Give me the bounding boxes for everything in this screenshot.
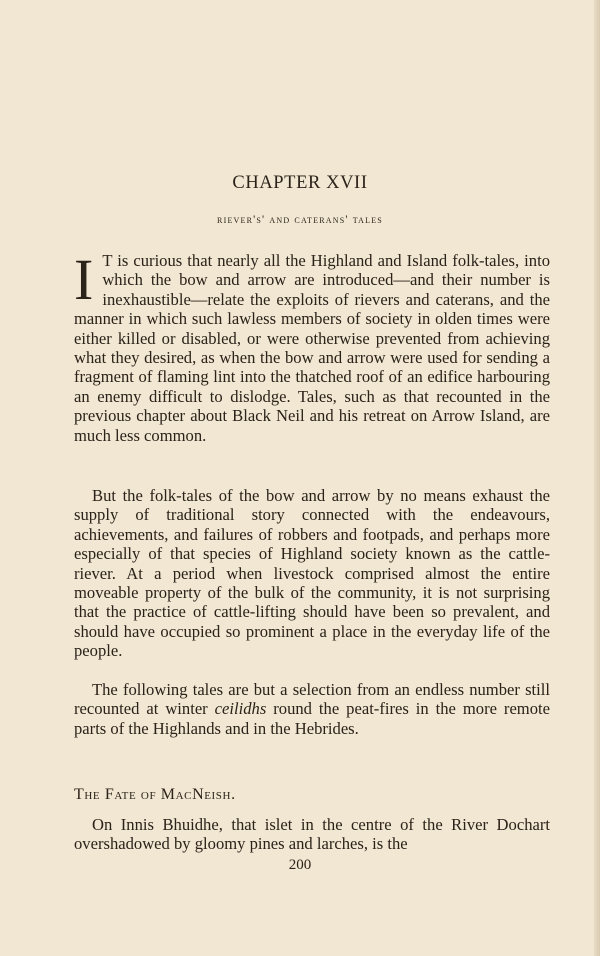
paragraph-1-text: T is curious that nearly all the Highland and Island folk-tales, into which the bow and arrow are introduced—and their number is inexhaustible—relate the exploits of rievers and caterans, and the manner in which such lawless members of society in olden times were either killed or disabled, or were otherwise prevented from achieving what they desired, as when the bow and arrow were used for sending a fragment of flaming lint into the thatched roof of an edifice harbouring an enemy difficult to dislodge. Tales, such as that recounted in the previous chapter about Black Neil and his retreat on Arrow Island, are much less common.	[74, 251, 550, 445]
paragraph-2	[74, 486, 550, 661]
chapter-subtitle: riever's' and caterans' tales	[217, 214, 383, 226]
section-heading: The Fate of MacNeish.	[74, 786, 236, 803]
paragraph-3	[74, 680, 550, 738]
page-number: 200	[288, 857, 312, 873]
paragraph-3-text	[74, 680, 550, 738]
paragraph-3-after: round the peat-fires in the more remote parts of the Highlands and in the Hebrides.	[74, 699, 550, 738]
paragraph-3-before: The following tales are but a selection from an endless number still recounted at winter	[74, 680, 550, 719]
chapter-title: CHAPTER XVII	[232, 173, 368, 193]
drop-cap: I	[74, 247, 94, 312]
page-edge	[594, 0, 600, 956]
paragraph-3-italic: ceilidhs	[214, 699, 267, 719]
paragraph-4-text: On Innis Bhuidhe, that islet in the centre of the River Dochart overshadowed by gloomy pines and larches, is the	[74, 815, 550, 854]
paragraph-4	[74, 815, 550, 854]
paragraph-2-text: But the folk-tales of the bow and arrow by no means exhaust the supply of traditional story connected with the endeavours, achievements, and failures of robbers and footpads, and perhaps more especially of that species of Highland society known as the cattle-riever. At a period when livestock comprised almost the entire moveable property of the bulk of the community, it is not surprising that the practice of cattle-lifting should have been so prevalent, and should have occupied so prominent a place in the everyday life of the people.	[74, 486, 550, 661]
paragraph-1	[74, 247, 550, 445]
